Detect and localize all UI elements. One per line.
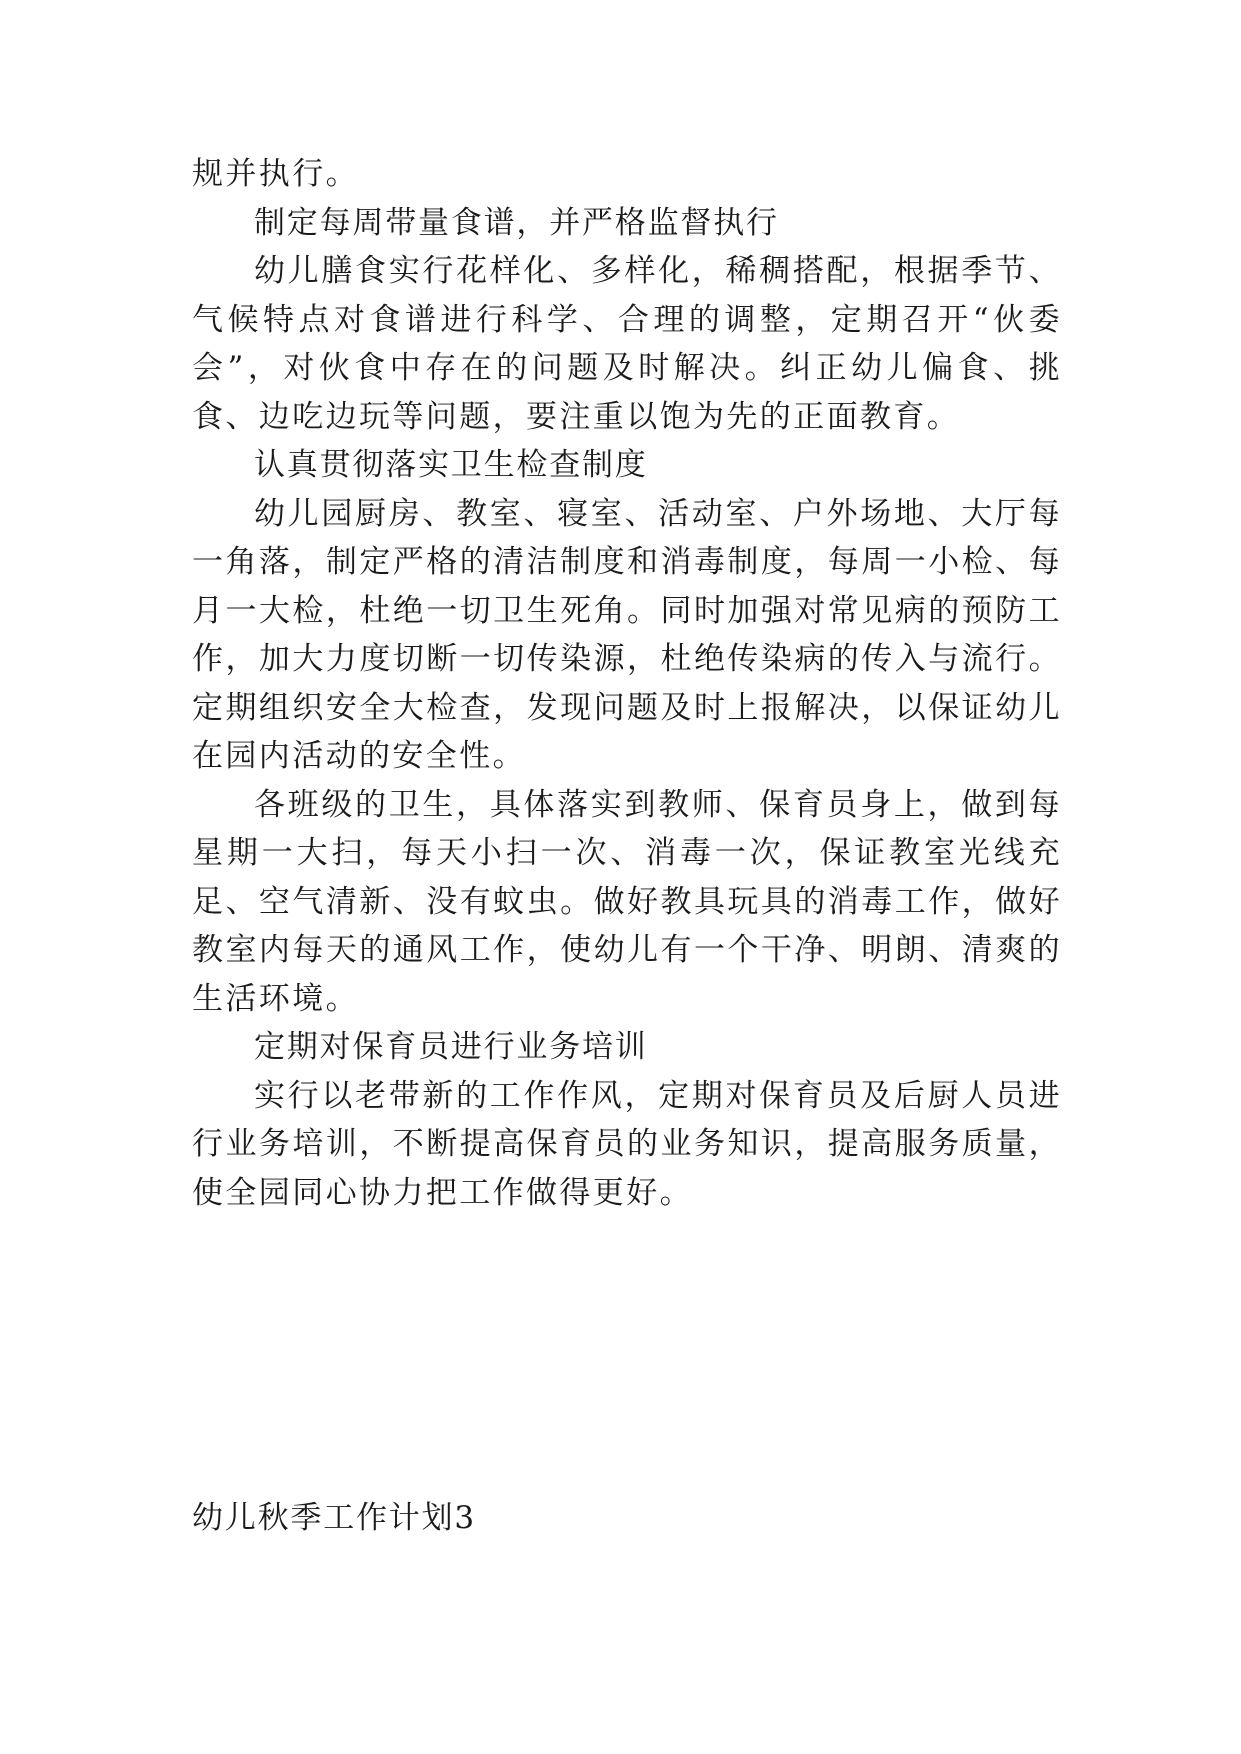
continuation-line: 规并执行。 [192, 156, 359, 192]
paragraph-diet: 幼儿膳食实行花样化、多样化，稀稠搭配，根据季节、气候特点对食谱进行科学、合理的调整，定期召开“伙委会”，对伙食中存在的问题及时解决。纠正幼儿偏食、挑食、边吃边玩等问题，要注重以饱为先的正面教育。 [192, 253, 1062, 435]
subheading-hygiene-inspection: 认真贯彻落实卫生检查制度 [254, 447, 648, 483]
paragraph-cleaning-system: 幼儿园厨房、教室、寝室、活动室、户外场地、大厅每一角落，制定严格的清洁制度和消毒制度，每周一小检、每月一大检，杜绝一切卫生死角。同时加强对常见病的预防工作，加大力度切断一切传染源，杜绝传染病的传入与流行。定期组织安全大检查，发现问题及时上报解决，以保证幼儿在园内活动的安全性。 [192, 495, 1062, 774]
section-title: 幼儿秋季工作计划3 [192, 1500, 476, 1536]
document-body [192, 150, 1062, 1217]
paragraph-class-hygiene: 各班级的卫生，具体落实到教师、保育员身上，做到每星期一大扫，每天小扫一次、消毒一次，保证教室光线充足、空气清新、没有蚊虫。做好教具玩具的消毒工作，做好教室内每天的通风工作，使幼儿有一个干净、明朗、清爽的生活环境。 [192, 786, 1062, 1017]
subheading-staff-training: 定期对保育员进行业务培训 [254, 1029, 648, 1065]
paragraph-training: 实行以老带新的工作作风，定期对保育员及后厨人员进行业务培训，不断提高保育员的业务知识，提高服务质量，使全园同心协力把工作做得更好。 [192, 1077, 1062, 1211]
subheading-weekly-menu: 制定每周带量食谱，并严格监督执行 [254, 204, 779, 241]
